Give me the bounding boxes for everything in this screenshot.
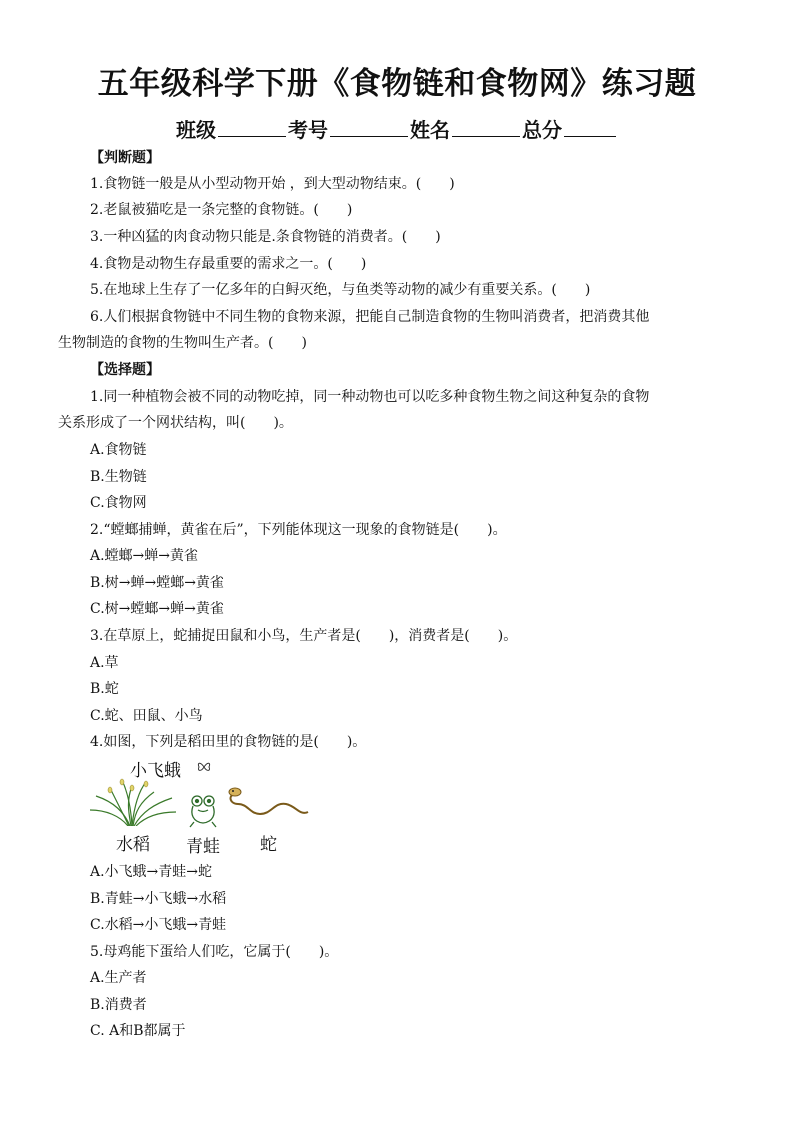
name-label: 姓名 (410, 118, 450, 142)
judge-question-5: 5.在地球上生存了一亿多年的白鲟灭绝，与鱼类等动物的减少有重要关系。( ) (90, 282, 591, 298)
choice-q3-option-c: C.蛇、田鼠、小鸟 (90, 708, 203, 724)
choice-q2-option-a: A.螳螂→蝉→黄雀 (90, 548, 199, 564)
student-info-line (0, 114, 794, 143)
choice-q4-option-a: A.小飞蛾→青蛙→蛇 (90, 864, 213, 880)
page-title: 五年级科学下册《食物链和食物网》练习题 (97, 66, 697, 102)
judge-question-6-line2: 生物制造的食物的生物叫生产者。( ) (58, 335, 307, 351)
rice-plant-icon (88, 778, 176, 826)
judge-question-1: 1.食物链一般是从小型动物开始 ，到大型动物结束。( ) (90, 176, 455, 192)
choice-question-1-line2: 关系形成了一个网状结构，叫( )。 (58, 415, 293, 431)
figure-label-snake: 蛇 (260, 835, 277, 855)
exam-no-label: 考号 (288, 118, 328, 142)
figure-label-rice: 水稻 (116, 835, 150, 855)
judge-question-3: 3.一种凶猛的肉食动物只能是.条食物链的消费者。( ) (90, 229, 441, 245)
score-label: 总分 (522, 118, 562, 142)
choice-question-5: 5.母鸡能下蛋给人们吃，它属于( )。 (90, 944, 339, 960)
choice-question-4: 4.如图，下列是稻田里的食物链的是( )。 (90, 734, 367, 750)
judge-question-4: 4.食物是动物生存最重要的需求之一。( ) (90, 256, 367, 272)
choice-section-heading: 【选择题】 (90, 362, 160, 378)
class-label: 班级 (176, 118, 216, 142)
choice-q1-option-c: C.食物网 (90, 495, 147, 511)
frog-icon (188, 794, 218, 828)
choice-q3-option-b: B.蛇 (90, 681, 119, 697)
figure-label-moth: 小飞蛾 (130, 761, 181, 781)
class-blank[interactable] (218, 118, 286, 137)
choice-question-2: 2.“螳螂捕蝉，黄雀在后”，下列能体现这一现象的食物链是( )。 (90, 522, 507, 538)
choice-question-3: 3.在草原上，蛇捕捉田鼠和小鸟，生产者是( )，消费者是( )。 (90, 628, 518, 644)
choice-q1-option-a: A.食物链 (90, 442, 147, 458)
score-blank[interactable] (564, 118, 616, 137)
judge-section-heading: 【判断题】 (90, 150, 160, 166)
choice-q1-option-b: B.生物链 (90, 469, 147, 485)
food-chain-figure (88, 756, 318, 856)
exam-no-blank[interactable] (330, 118, 408, 137)
choice-q4-option-c: C.水稻→小飞蛾→青蛙 (90, 917, 227, 933)
figure-label-frog: 青蛙 (186, 837, 220, 857)
choice-question-1-line1: 1.同一种植物会被不同的动物吃掉，同一种动物也可以吃多种食物生物之间这种复杂的食物 (90, 389, 650, 405)
snake-icon (226, 786, 310, 826)
judge-question-6-line1: 6.人们根据食物链中不同生物的食物来源，把能自己制造食物的生物叫消费者，把消费其他 (90, 309, 650, 325)
choice-q2-option-b: B.树→蝉→螳螂→黄雀 (90, 575, 224, 591)
choice-q4-option-b: B.青蛙→小飞蛾→水稻 (90, 891, 227, 907)
choice-q5-option-a: A.生产者 (90, 970, 147, 986)
choice-q3-option-a: A.草 (90, 655, 119, 671)
choice-q5-option-c: C. A和B都属于 (90, 1023, 186, 1039)
choice-q5-option-b: B.消费者 (90, 997, 147, 1013)
name-blank[interactable] (452, 118, 520, 137)
judge-question-2: 2.老鼠被猫吃是一条完整的食物链。( ) (90, 202, 353, 218)
moth-icon (196, 760, 212, 774)
choice-q2-option-c: C.树→螳螂→蝉→黄雀 (90, 601, 224, 617)
